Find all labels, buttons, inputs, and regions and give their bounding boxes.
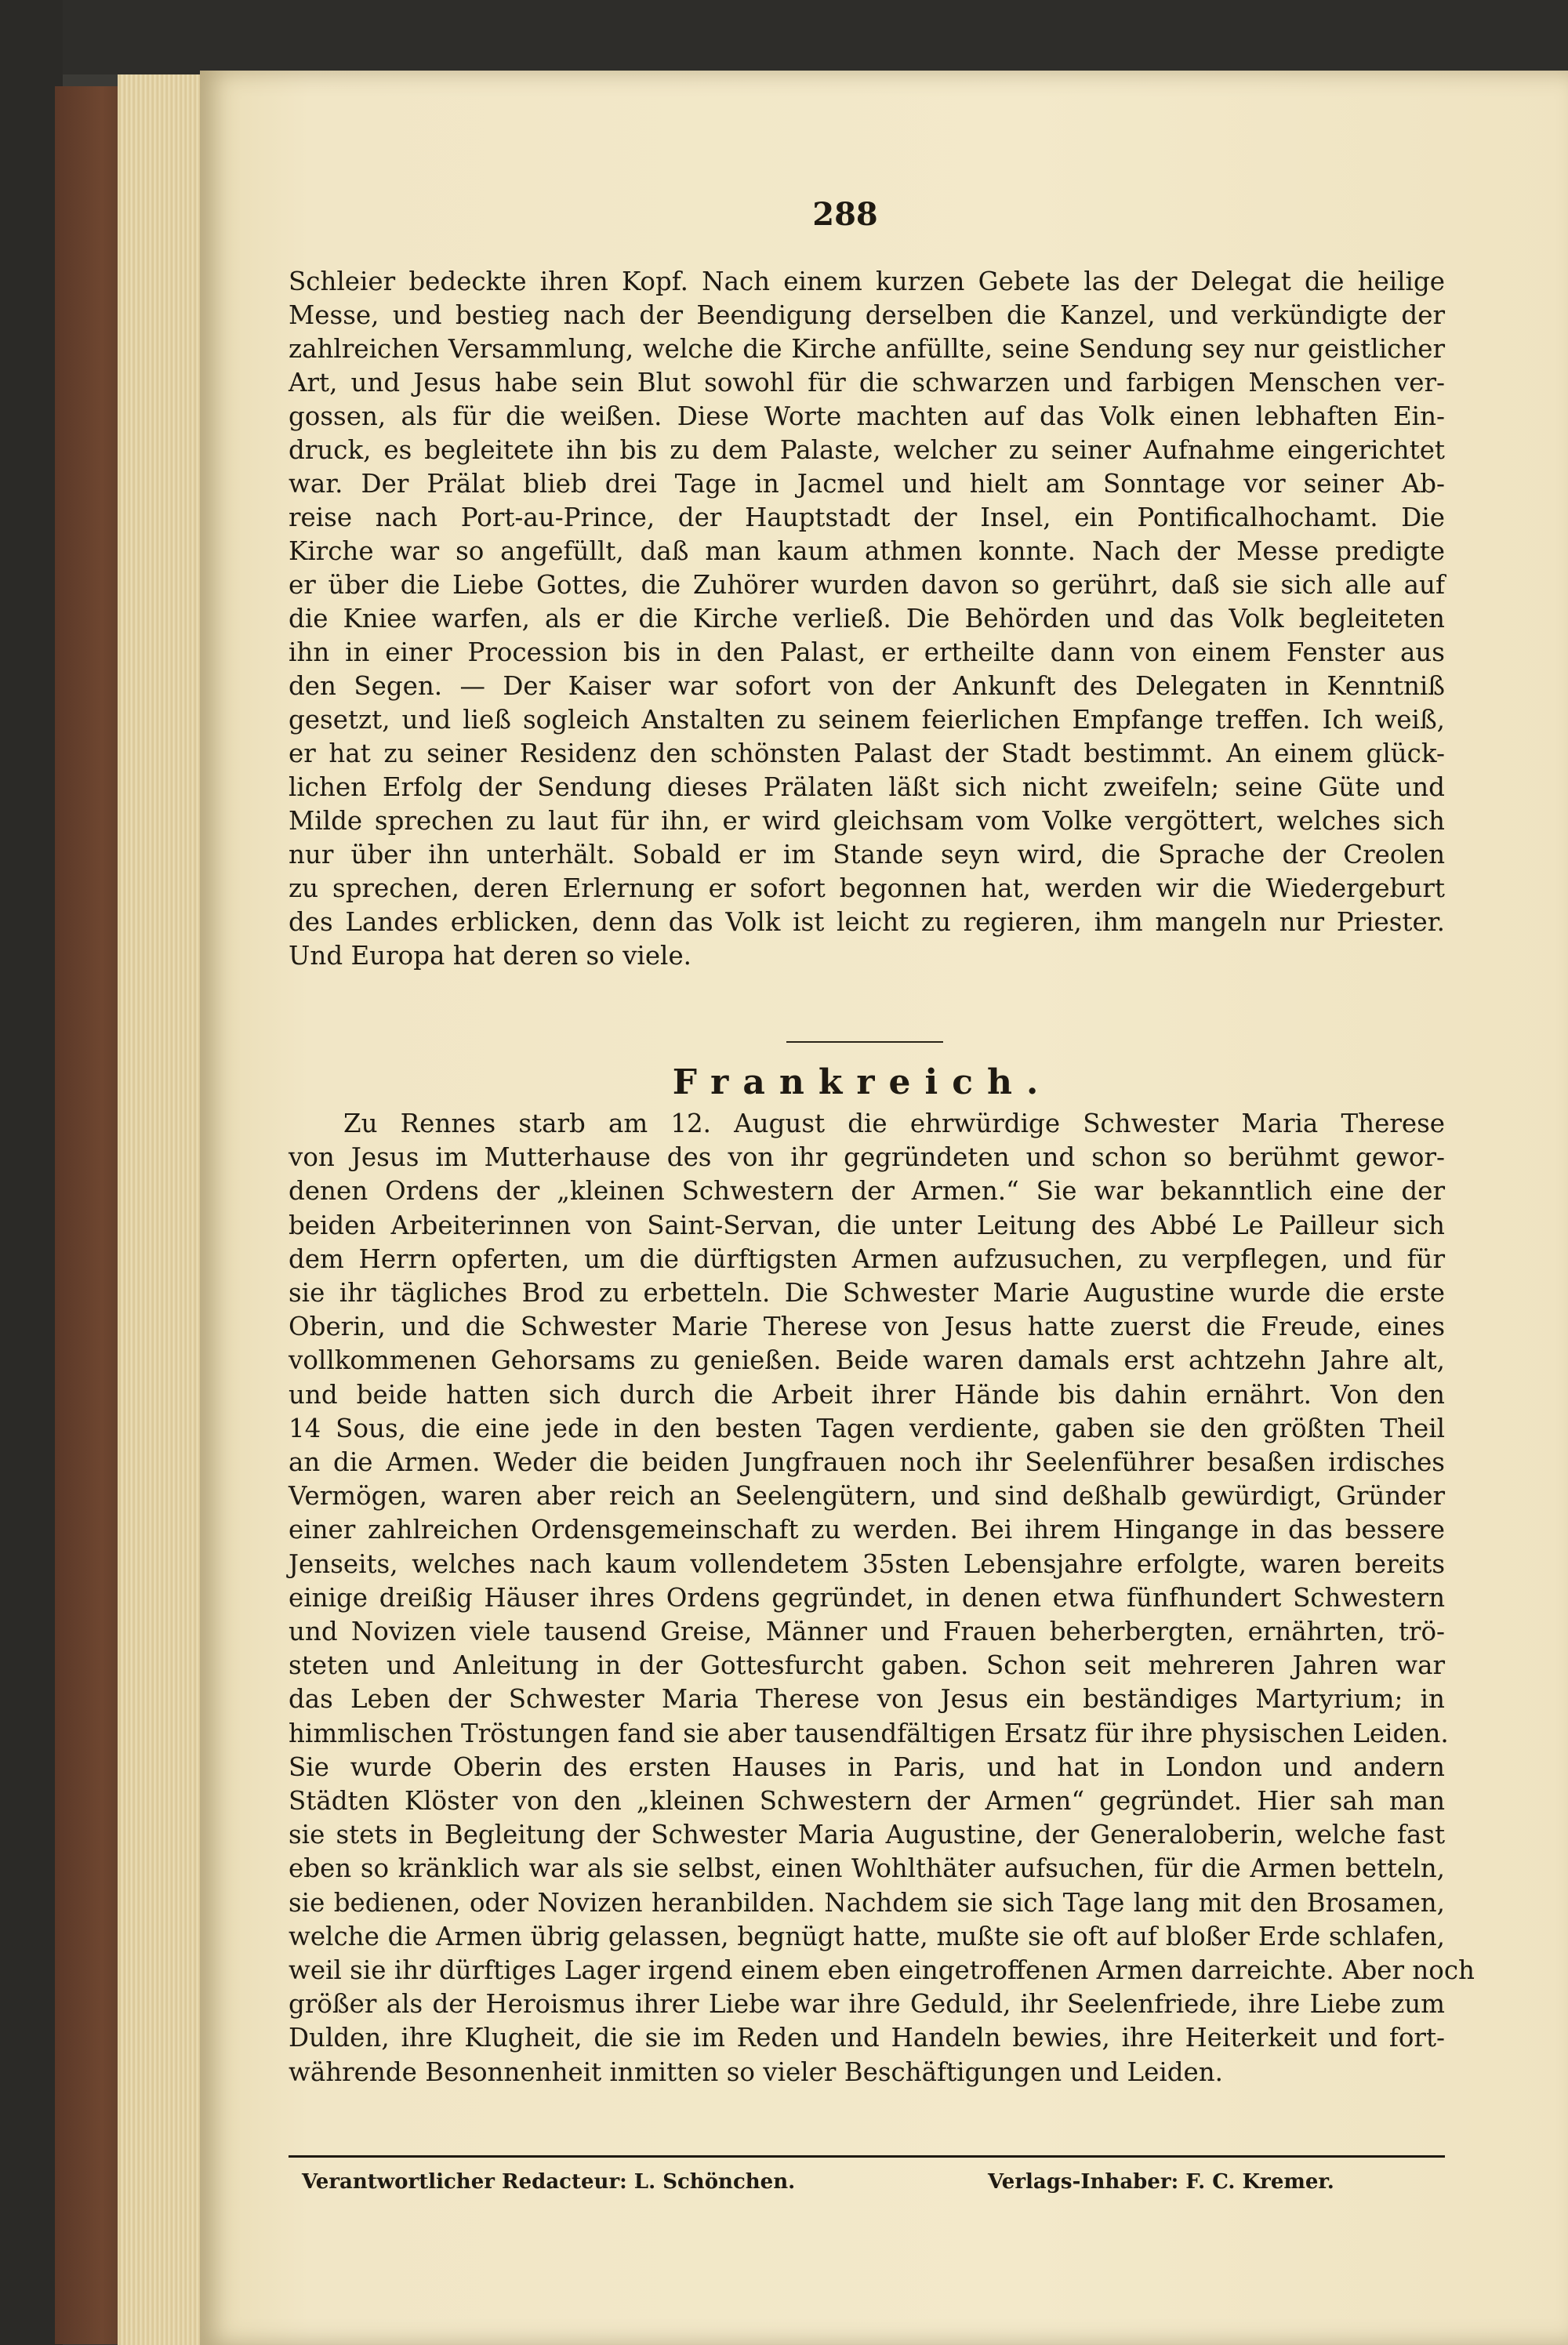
text-line: die Kniee warfen, als er die Kirche verließ. Die Behörden und das Volk begleiteten: [289, 604, 1445, 633]
text-line: einer zahlreichen Ordensgemeinschaft zu werden. Bei ihrem Hingange in das bessere: [289, 1515, 1445, 1545]
text-line: Schleier bedeckte ihren Kopf. Nach einem kurzen Gebete las der Delegat die heilige: [289, 267, 1445, 296]
footer-rule: [289, 2155, 1445, 2158]
text-line: Vermögen, waren aber reich an Seelengütern, und sind deßhalb gewürdigt, Gründer: [289, 1481, 1445, 1512]
text-line: und Novizen viele tausend Greise, Männer und Frauen beherbergten, ernährten, trö-: [289, 1617, 1445, 1647]
text-line: welche die Armen übrig gelassen, begnügt hatte, mußte sie oft auf bloßer Erde schlafen,: [289, 1921, 1445, 1951]
text-line: er hat zu seiner Residenz den schönsten Palast der Stadt bestimmt. An einem glück-: [289, 739, 1445, 768]
text-line: Dulden, ihre Klugheit, die sie im Reden und Handeln bewies, ihre Heiterkeit und fort-: [289, 2023, 1445, 2053]
text-line: gossen, als für die weißen. Diese Worte machten auf das Volk einen lebhaften Ein-: [289, 401, 1445, 431]
text-line: vollkommenen Gehorsams zu genießen. Beide waren damals erst achtzehn Jahre alt,: [289, 1345, 1445, 1376]
text-line: Kirche war so angefüllt, daß man kaum athmen konnte. Nach der Messe predigte: [289, 536, 1445, 566]
section-heading: Frankreich.: [672, 1062, 1053, 1102]
text-line: himmlischen Tröstungen fand sie aber tausendfältigen Ersatz für ihre physischen Leiden.: [289, 1718, 1449, 1748]
text-line: Städten Klöster von den „kleinen Schwestern der Armen“ gegründet. Hier sah man: [289, 1786, 1445, 1817]
text-line: Art, und Jesus habe sein Blut sowohl für die schwarzen und farbigen Menschen ver-: [289, 368, 1445, 397]
text-line: lichen Erfolg der Sendung dieses Prälaten läßt sich nicht zweifeln; seine Güte und: [289, 772, 1445, 802]
text-line: Jenseits, welches nach kaum vollendetem 35sten Lebensjahre erfolgte, waren bereits: [289, 1548, 1445, 1579]
text-line: Zu Rennes starb am 12. August die ehrwürdige Schwester Maria Therese: [343, 1109, 1445, 1138]
text-line: Und Europa hat deren so viele.: [289, 941, 692, 971]
text-line: Messe, und bestieg nach der Beendigung derselben die Kanzel, und verkündigte der: [289, 300, 1445, 330]
text-line: währende Besonnenheit inmitten so vieler Beschäftigungen und Leiden.: [289, 2056, 1224, 2087]
text-line: druck, es begleitete ihn bis zu dem Palaste, welcher zu seiner Aufnahme eingerichtet: [289, 435, 1445, 465]
background-left: [0, 0, 63, 2345]
text-line: eben so kränklich war als sie selbst, einen Wohlthäter aufsuchen, für die Armen betteln,: [289, 1853, 1445, 1884]
text-line: nur über ihn unterhält. Sobald er im Stande seyn wird, die Sprache der Creolen: [289, 840, 1445, 869]
text-line: Milde sprechen zu laut für ihn, er wird gleichsam vom Volke vergöttert, welches sich: [289, 806, 1445, 836]
footer-publisher: Verlags-Inhaber: F. C. Kremer.: [988, 2170, 1334, 2194]
text-line: zu sprechen, deren Erlernung er sofort begonnen hat, werden wir die Wiedergeburt: [289, 873, 1445, 903]
text-line: denen Ordens der „kleinen Schwestern der Armen.“ Sie war bekanntlich eine der: [289, 1176, 1445, 1207]
background-top: [0, 0, 1568, 74]
text-line: des Landes erblicken, denn das Volk ist leicht zu regieren, ihm mangeln nur Priester.: [289, 907, 1445, 937]
section-divider: [786, 1041, 943, 1043]
text-line: an die Armen. Weder die beiden Jungfrauen noch ihr Seelenführer besaßen irdisches: [289, 1447, 1445, 1478]
france-article-text: [289, 1107, 1475, 2089]
text-line: dem Herrn opferten, um die dürftigsten Armen aufzusuchen, zu verpflegen, und für: [289, 1243, 1445, 1274]
page-number: 288: [812, 196, 878, 233]
text-line: reise nach Port-au-Prince, der Hauptstadt der Insel, ein Pontificalhochamt. Die: [289, 503, 1445, 532]
text-line: sie ihr tägliches Brod zu erbetteln. Die Schwester Marie Augustine wurde die erste: [289, 1278, 1445, 1309]
text-line: sie bedienen, oder Novizen heranbilden. Nachdem sie sich Tage lang mit den Brosamen,: [289, 1887, 1445, 1918]
text-line: weil sie ihr dürftiges Lager irgend einem eben eingetroffenen Armen darreichte. Aber noch: [289, 1955, 1475, 1986]
text-line: Sie wurde Oberin des ersten Hauses in Paris, und hat in London und andern: [289, 1751, 1445, 1782]
text-line: war. Der Prälat blieb drei Tage in Jacmel und hielt am Sonntage vor seiner Ab-: [289, 469, 1445, 499]
text-line: sie stets in Begleitung der Schwester Maria Augustine, der Generaloberin, welche fast: [289, 1820, 1445, 1850]
text-line: und beide hatten sich durch die Arbeit ihrer Hände bis dahin ernährt. Von den: [289, 1379, 1445, 1410]
text-line: den Segen. — Der Kaiser war sofort von der Ankunft des Delegaten in Kenntniß: [289, 671, 1445, 701]
text-line: beiden Arbeiterinnen von Saint-Servan, die unter Leitung des Abbé Le Pailleur sich: [289, 1210, 1445, 1240]
text-line: gesetzt, und ließ sogleich Anstalten zu seinem feierlichen Empfange treffen. Ich weiß,: [289, 705, 1445, 735]
text-line: größer als der Heroismus ihrer Liebe war ihre Geduld, ihr Seelenfriede, ihre Liebe zum: [289, 1989, 1445, 2020]
text-line: zahlreichen Versammlung, welche die Kirche anfüllte, seine Sendung sey nur geistlicher: [289, 334, 1445, 364]
footer-editor: Verantwortlicher Redacteur: L. Schönchen.: [302, 2170, 796, 2194]
text-line: ihn in einer Procession bis in den Palast, er ertheilte dann von einem Fenster aus: [289, 637, 1445, 667]
text-line: 14 Sous, die eine jede in den besten Tagen verdiente, gaben sie den größten Theil: [289, 1413, 1445, 1443]
text-line: steten und Anleitung in der Gottesfurcht gaben. Schon seit mehreren Jahren war: [289, 1650, 1445, 1681]
text-line: von Jesus im Mutterhause des von ihr gegründeten und schon so berühmt gewor-: [289, 1142, 1445, 1173]
text-line: er über die Liebe Gottes, die Zuhörer wurden davon so gerührt, daß sie sich alle auf: [289, 570, 1445, 600]
text-line: einige dreißig Häuser ihres Ordens gegründet, in denen etwa fünfhundert Schwestern: [289, 1582, 1445, 1613]
text-line: das Leben der Schwester Maria Therese von Jesus ein beständiges Martyrium; in: [289, 1684, 1445, 1715]
article-continuation-text: [289, 265, 1445, 973]
text-line: Oberin, und die Schwester Marie Therese von Jesus hatte zuerst die Freude, eines: [289, 1312, 1445, 1342]
